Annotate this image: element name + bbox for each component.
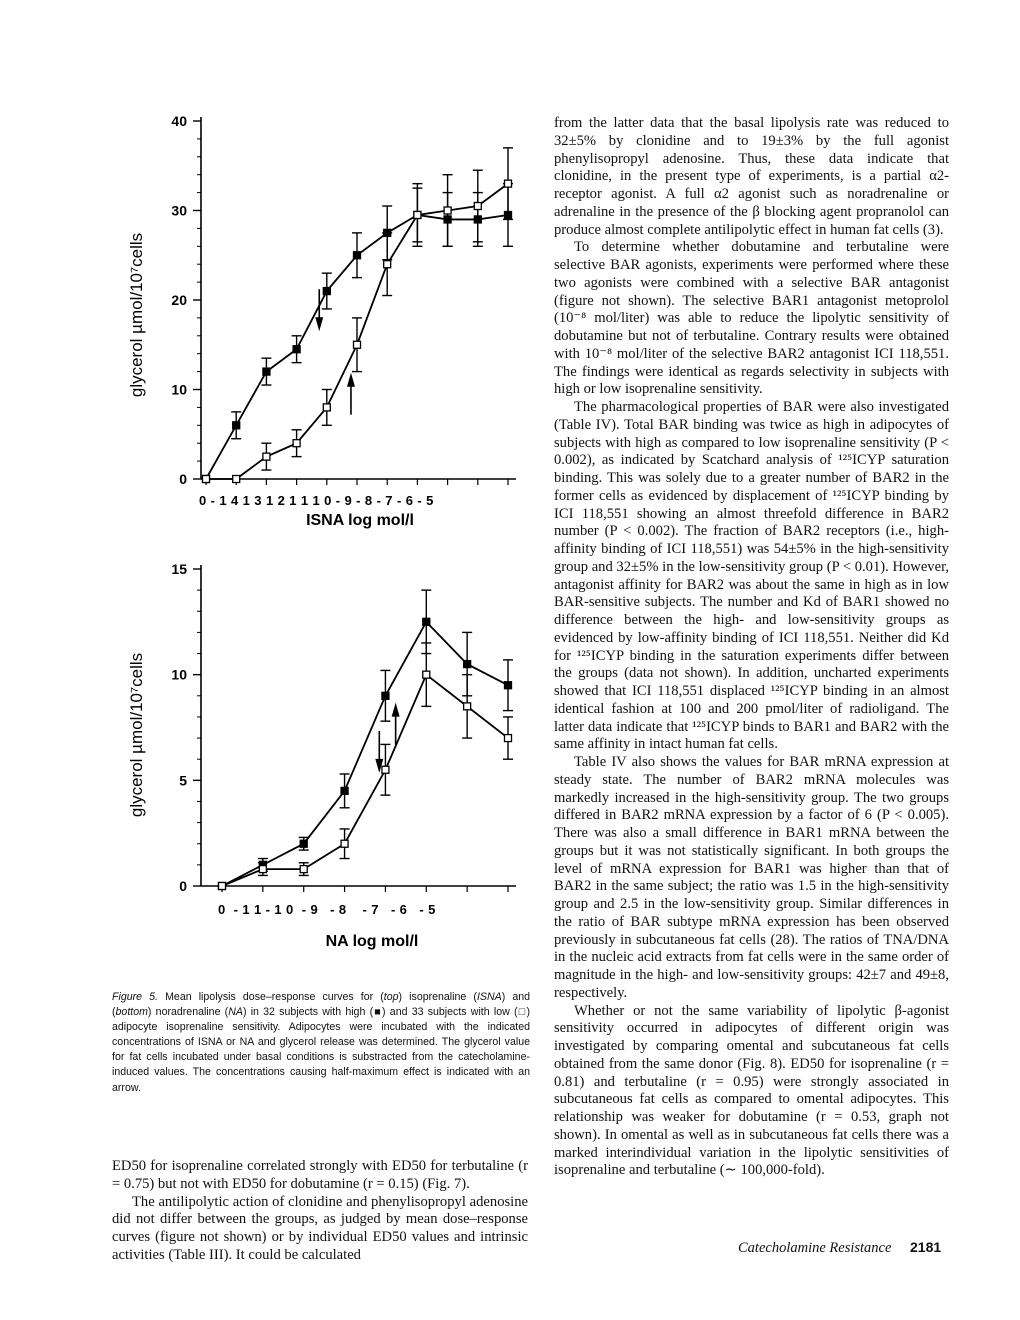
low-sensitivity-point <box>263 453 270 460</box>
low-sensitivity-point <box>464 703 471 710</box>
arrow-head <box>392 703 400 717</box>
y-tick-label: 20 <box>171 292 187 308</box>
low-sensitivity-point <box>233 476 240 483</box>
left-column-text <box>112 1158 528 1265</box>
high-sensitivity-point <box>323 288 330 295</box>
paragraph: ED50 for isoprenaline correlated strongly with ED50 for terbutaline (r = 0.75) but not with ED50 for dobutamine (r = 0.15) (Fig. 7). <box>112 1158 528 1192</box>
high-sensitivity-point <box>505 682 512 689</box>
paragraph: The pharmacological properties of BAR were also investigated (Table IV). Total BAR binding was twice as high in adipocytes of subjects with high as compared to low isoprenaline sensitivity (P < 0.002), as indicated by Scatchard analysis of ¹²⁵ICYP saturation binding. This was solely due to a greater number of BAR2 in the former cells as evidenced by displacement of ¹²⁵ICYP binding by ICI 118,551 showing an almost threefold difference in BAR2 number (P < 0.002). The fraction of BAR2 receptors (i.e., high-affinity binding of ICI 118,551) was 54±5% in the high-sensitivity group and 32±5% in the low-sensitivity group (P < 0.01). However, antagonist affinity for BAR2 was about the same in high as in low BAR-sensitive subjects. The number and Kd of BAR1 showed no difference between the high- and low-sensitivity groups as evidenced by low-affinity binding of ICI 118,551. Neither did Kd for ¹²⁵ICYP binding in the saturation experiments differ between the groups (data not shown). In addition, uncharted experiments showed that ICI 118,551 displaced ¹²⁵ICYP binding in an almost identical fashion at 100 and 200 pmol/liter of radioligand. The latter data indicate that ¹²⁵ICYP binds to BAR1 and BAR2 with the same affinity in intact human fat cells. <box>554 399 949 753</box>
y-tick-label: 10 <box>171 381 187 398</box>
x-tick-labels: 0 - 1 4 1 3 1 2 1 1 1 0 - 9 - 8 - 7 - 6 - 5 <box>199 493 434 508</box>
paragraph: Whether or not the same variability of lipolytic β-agonist sensitivity occurred in adipocytes of different origin was investigated by comparing omental and subcutaneous fat cells obtained from the same donor (Fig. 8). ED50 for isoprenaline (r = 0.81) and terbutaline (r = 0.95) were strongly associated in subcutaneous fat cells as compared to omental adipocytes. This relationship was weaker for dobutamine (r = 0.53, graph not shown). In omental as well as in subcutaneous fat cells there was a marked interindividual variation in the lipolytic sensitivities of isoprenaline and terbutaline (∼ 100,000-fold). <box>554 1002 949 1179</box>
high-sensitivity-point <box>423 618 430 625</box>
y-tick-label: 40 <box>171 113 187 129</box>
high-sensitivity-point <box>233 422 240 429</box>
paragraph: To determine whether dobutamine and terbutaline were selective BAR agonists, experiments were performed where these two agonists were combined with a selective BAR antagonist (figure not shown). The selective BAR1 antagonist metoprolol (10⁻⁸ mol/liter) was able to reduce the lipolytic sensitivity of dobutamine but not of terbutaline. Contrary results were obtained with 10⁻⁸ mol/liter of the selective BAR2 antagonist ICI 118,551. The findings were identical as regards selectivity in subjects with high or low isoprenaline sensitivity. <box>554 239 949 398</box>
high-sensitivity-point <box>263 368 270 375</box>
y-tick-label: 5 <box>179 772 187 789</box>
high-sensitivity-point <box>354 252 361 259</box>
y-tick-label: 0 <box>179 878 187 894</box>
low-sensitivity-point <box>259 866 266 873</box>
y-axis-label: glycerol µmol/10⁷cells <box>127 232 146 398</box>
y-tick-label: 10 <box>171 666 187 683</box>
low-sensitivity-point <box>384 261 391 268</box>
y-axis-label: glycerol µmol/10⁷cells <box>127 652 146 818</box>
running-footer-title: Catecholamine Resistance <box>738 1240 892 1256</box>
low-sensitivity-point <box>293 440 300 447</box>
high-sensitivity-point <box>300 840 307 847</box>
low-sensitivity-point <box>474 203 481 210</box>
x-tick-labels: 0 - 1 1 - 1 0 - 9 - 8 - 7 - 6 - 5 <box>218 902 436 917</box>
low-sensitivity-point <box>203 476 210 483</box>
figure-caption: Figure 5. Mean lipolysis dose–response curves for (top) isoprenaline (ISNA) and (bottom) noradrenaline (NA) in 32 subjects with high (■) and 33 subjects with low (□) adipocyte isoprenaline sensitivity. Adipocytes were incubated with the indicated concentrations of ISNA or NA and glycerol release was determined. The glycerol value for fat cells incubated under basal conditions is substracted from the catecholamine-induced values. The concentrations causing half-maximum effect is indicated with an arrow. <box>112 991 531 1094</box>
high-sensitivity-point <box>293 346 300 353</box>
low-sensitivity-point <box>341 840 348 847</box>
low-sensitivity-point <box>382 766 389 773</box>
low-sensitivity-point <box>505 180 512 187</box>
paragraph: The antilipolytic action of clonidine and phenylisopropyl adenosine did not differ between the groups, as judged by mean dose–response curves (figure not shown) or by individual ED50 values and intrinsic activities (Table III). It could be calculated <box>112 1193 528 1263</box>
low-sensitivity-point <box>354 341 361 348</box>
na-dose-response-chart <box>110 555 530 980</box>
low-sensitivity-point <box>423 671 430 678</box>
high-sensitivity-point <box>341 787 348 794</box>
high-sensitivity-point <box>464 661 471 668</box>
low-sensitivity-point <box>444 207 451 214</box>
y-tick-label: 0 <box>179 471 187 487</box>
figure-5-top-chart <box>110 105 530 535</box>
x-axis-label: NA log mol/l <box>325 933 419 950</box>
low-sensitivity-point <box>414 211 421 218</box>
y-tick-label: 15 <box>171 561 187 577</box>
paragraph: from the latter data that the basal lipolysis rate was reduced to 32±5% by clonidine and to 19±3% by the full agonist phenylisopropyl adenosine. Thus, these data indicate that clonidine, in the present type of experiments, is a partial α2-receptor agonist. A full α2 agonist such as noradrenaline or adrenaline in the presence of the β blocking agent propranolol can produce almost complete antilipolytic effect in human fat cells (3). <box>554 115 949 238</box>
ed50-arrow-up <box>347 373 355 415</box>
y-tick-label: 30 <box>171 202 187 219</box>
low-sensitivity-point <box>323 404 330 411</box>
paragraph: Table IV also shows the values for BAR mRNA expression at steady state. The number of BAR2 mRNA molecules was markedly increased in the high-sensitivity group. The two groups differed in BAR2 mRNA expression by a factor of 6 (P < 0.005). There was also a small difference in BAR1 mRNA between the groups but it was not statistically significant. In both groups the level of mRNA expression for BAR1 was higher than that of BAR2 in the same subject; the ratio was 1.5 in the high-sensitivity group and 2.5 in the low-sensitivity group. Similar differences in the ratio of BAR subtype mRNA expression has been observed previously in subcutaneous fat cells (28). The ratios of TNA/DNA in the nucleic acid extracts from fat cells were in the same order of magnitude in the high- and low-sensitivity groups: 42±7 and 49±8, respectively. <box>554 754 949 1001</box>
high-sensitivity-point <box>382 692 389 699</box>
x-axis-label: ISNA log mol/l <box>306 512 414 529</box>
isna-dose-response-chart <box>110 105 530 535</box>
page-number: 2181 <box>910 1239 942 1255</box>
arrow-head <box>315 317 323 331</box>
figure-5-bottom-chart <box>110 555 530 980</box>
low-sensitivity-point <box>505 735 512 742</box>
low-sensitivity-point <box>219 883 226 890</box>
arrow-head <box>347 373 355 387</box>
low-sensitivity-point <box>300 866 307 873</box>
right-column-text <box>554 115 949 1180</box>
